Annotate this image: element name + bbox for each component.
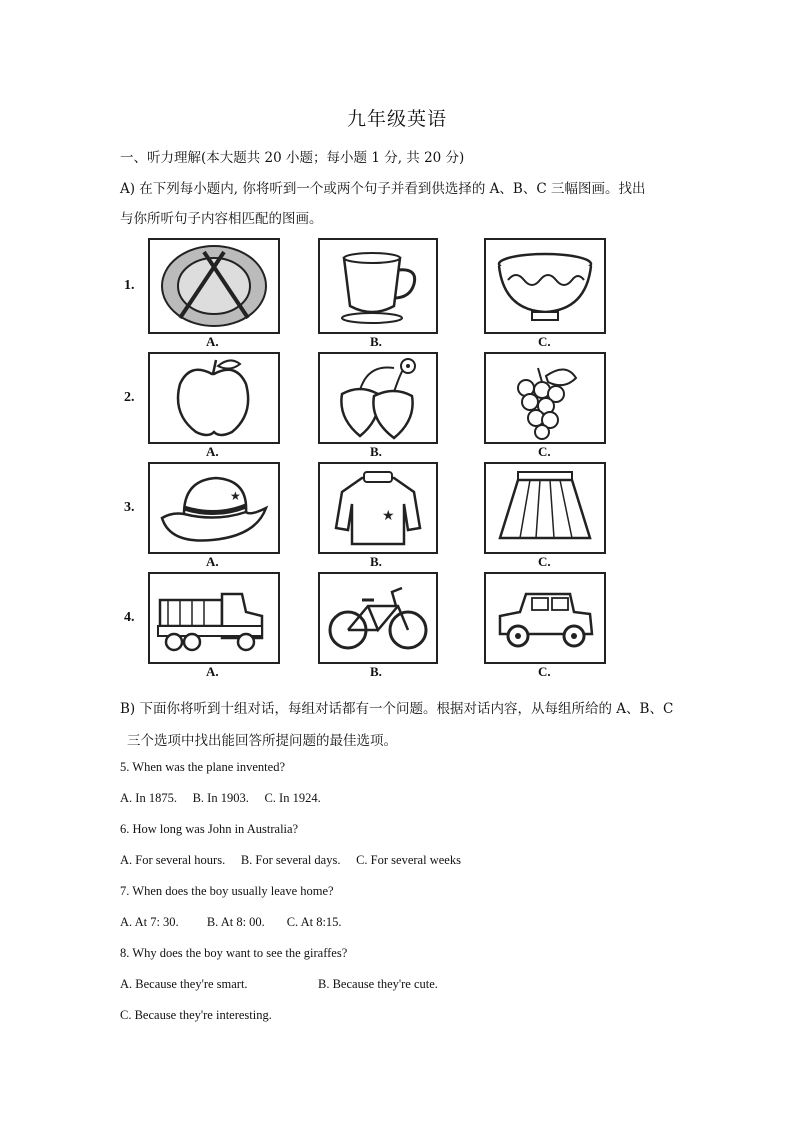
part-b-instruction-line1: B) 下面你将听到十组对话，每组对话都有一个问题。根据对话内容，从每组所给的 A、B、C [120,701,674,717]
svg-text:★: ★ [382,508,395,524]
option-picture-b[interactable] [318,462,438,554]
option-label-b: B. [370,554,382,569]
skirt-icon [486,464,604,552]
part-b-instruction-line2: 三个选项中找出能回答所提问题的最佳选项。 [127,733,397,749]
option-picture-b[interactable] [318,238,438,334]
question-7: 7. When does the boy usually leave home? [120,884,334,898]
question-8-option-c[interactable]: C. Because they're interesting. [120,1008,272,1022]
option-label-b: B. [370,444,382,459]
option-picture-c[interactable] [484,238,606,334]
grapes-icon [486,354,604,442]
option-label-a: A. [206,444,219,459]
option-label-c: C. [538,664,551,679]
option-label-b: B. [370,334,382,349]
option-picture-b[interactable] [318,572,438,664]
option-picture-a[interactable] [148,238,280,334]
question-6: 6. How long was John in Australia? [120,822,299,836]
part-a-instruction-line2: 与你所听句子内容相匹配的图画。 [120,211,323,227]
option-picture-c[interactable] [484,572,606,664]
option-picture-a[interactable] [148,572,280,664]
question-8: 8. Why does the boy want to see the giraffes? [120,946,348,960]
option-label-a: A. [206,554,219,569]
question-5: 5. When was the plane invented? [120,760,285,774]
question-5-options [120,791,321,806]
bowl-icon [486,240,604,332]
option-label-c: C. [538,444,551,459]
option-a[interactable]: A. For several hours. [120,853,226,867]
option-picture-a[interactable] [148,352,280,444]
question-6-options [120,853,461,868]
part-a-instruction-line1: A) 在下列每小题内, 你将听到一个或两个句子并看到供选择的 A、B、C 三幅图画。找出 [120,181,646,197]
svg-text:★: ★ [230,489,241,503]
question-number: 1. [124,278,135,293]
section-heading: 一、听力理解(本大题共 20 小题；每小题 1 分, 共 20 分) [120,150,465,166]
question-7-options [120,915,342,930]
option-label-a: A. [206,664,219,679]
option-a[interactable]: A. At 7: 30. [120,915,179,929]
cup-icon [320,240,436,332]
option-picture-a[interactable] [148,462,280,554]
option-label-c: C. [538,334,551,349]
question-number: 2. [124,390,135,405]
apple-icon [150,354,278,442]
hat-icon [150,464,278,552]
question-8-option-b[interactable]: B. Because they're cute. [318,977,438,991]
option-label-a: A. [206,334,219,349]
strawberry-icon [320,354,436,442]
plate-icon [150,240,278,332]
bicycle-icon [320,574,436,662]
option-picture-b[interactable] [318,352,438,444]
option-c[interactable]: C. At 8:15. [286,915,342,929]
option-b[interactable]: B. In 1903. [192,791,249,805]
option-b[interactable]: B. At 8: 00. [206,915,265,929]
truck-icon [150,574,278,662]
question-number: 3. [124,500,135,515]
page-title: 九年级英语 [346,108,447,130]
option-b[interactable]: B. For several days. [240,853,341,867]
question-8-option-a[interactable]: A. Because they're smart. [120,977,248,991]
option-picture-c[interactable] [484,352,606,444]
option-c[interactable]: C. For several weeks [356,853,461,867]
question-number: 4. [124,610,135,625]
sweater-icon [320,464,436,552]
option-a[interactable]: A. In 1875. [120,791,177,805]
option-label-c: C. [538,554,551,569]
option-c[interactable]: C. In 1924. [264,791,321,805]
jeep-icon [486,574,604,662]
option-picture-c[interactable] [484,462,606,554]
option-label-b: B. [370,664,382,679]
picture-grid [118,232,618,682]
